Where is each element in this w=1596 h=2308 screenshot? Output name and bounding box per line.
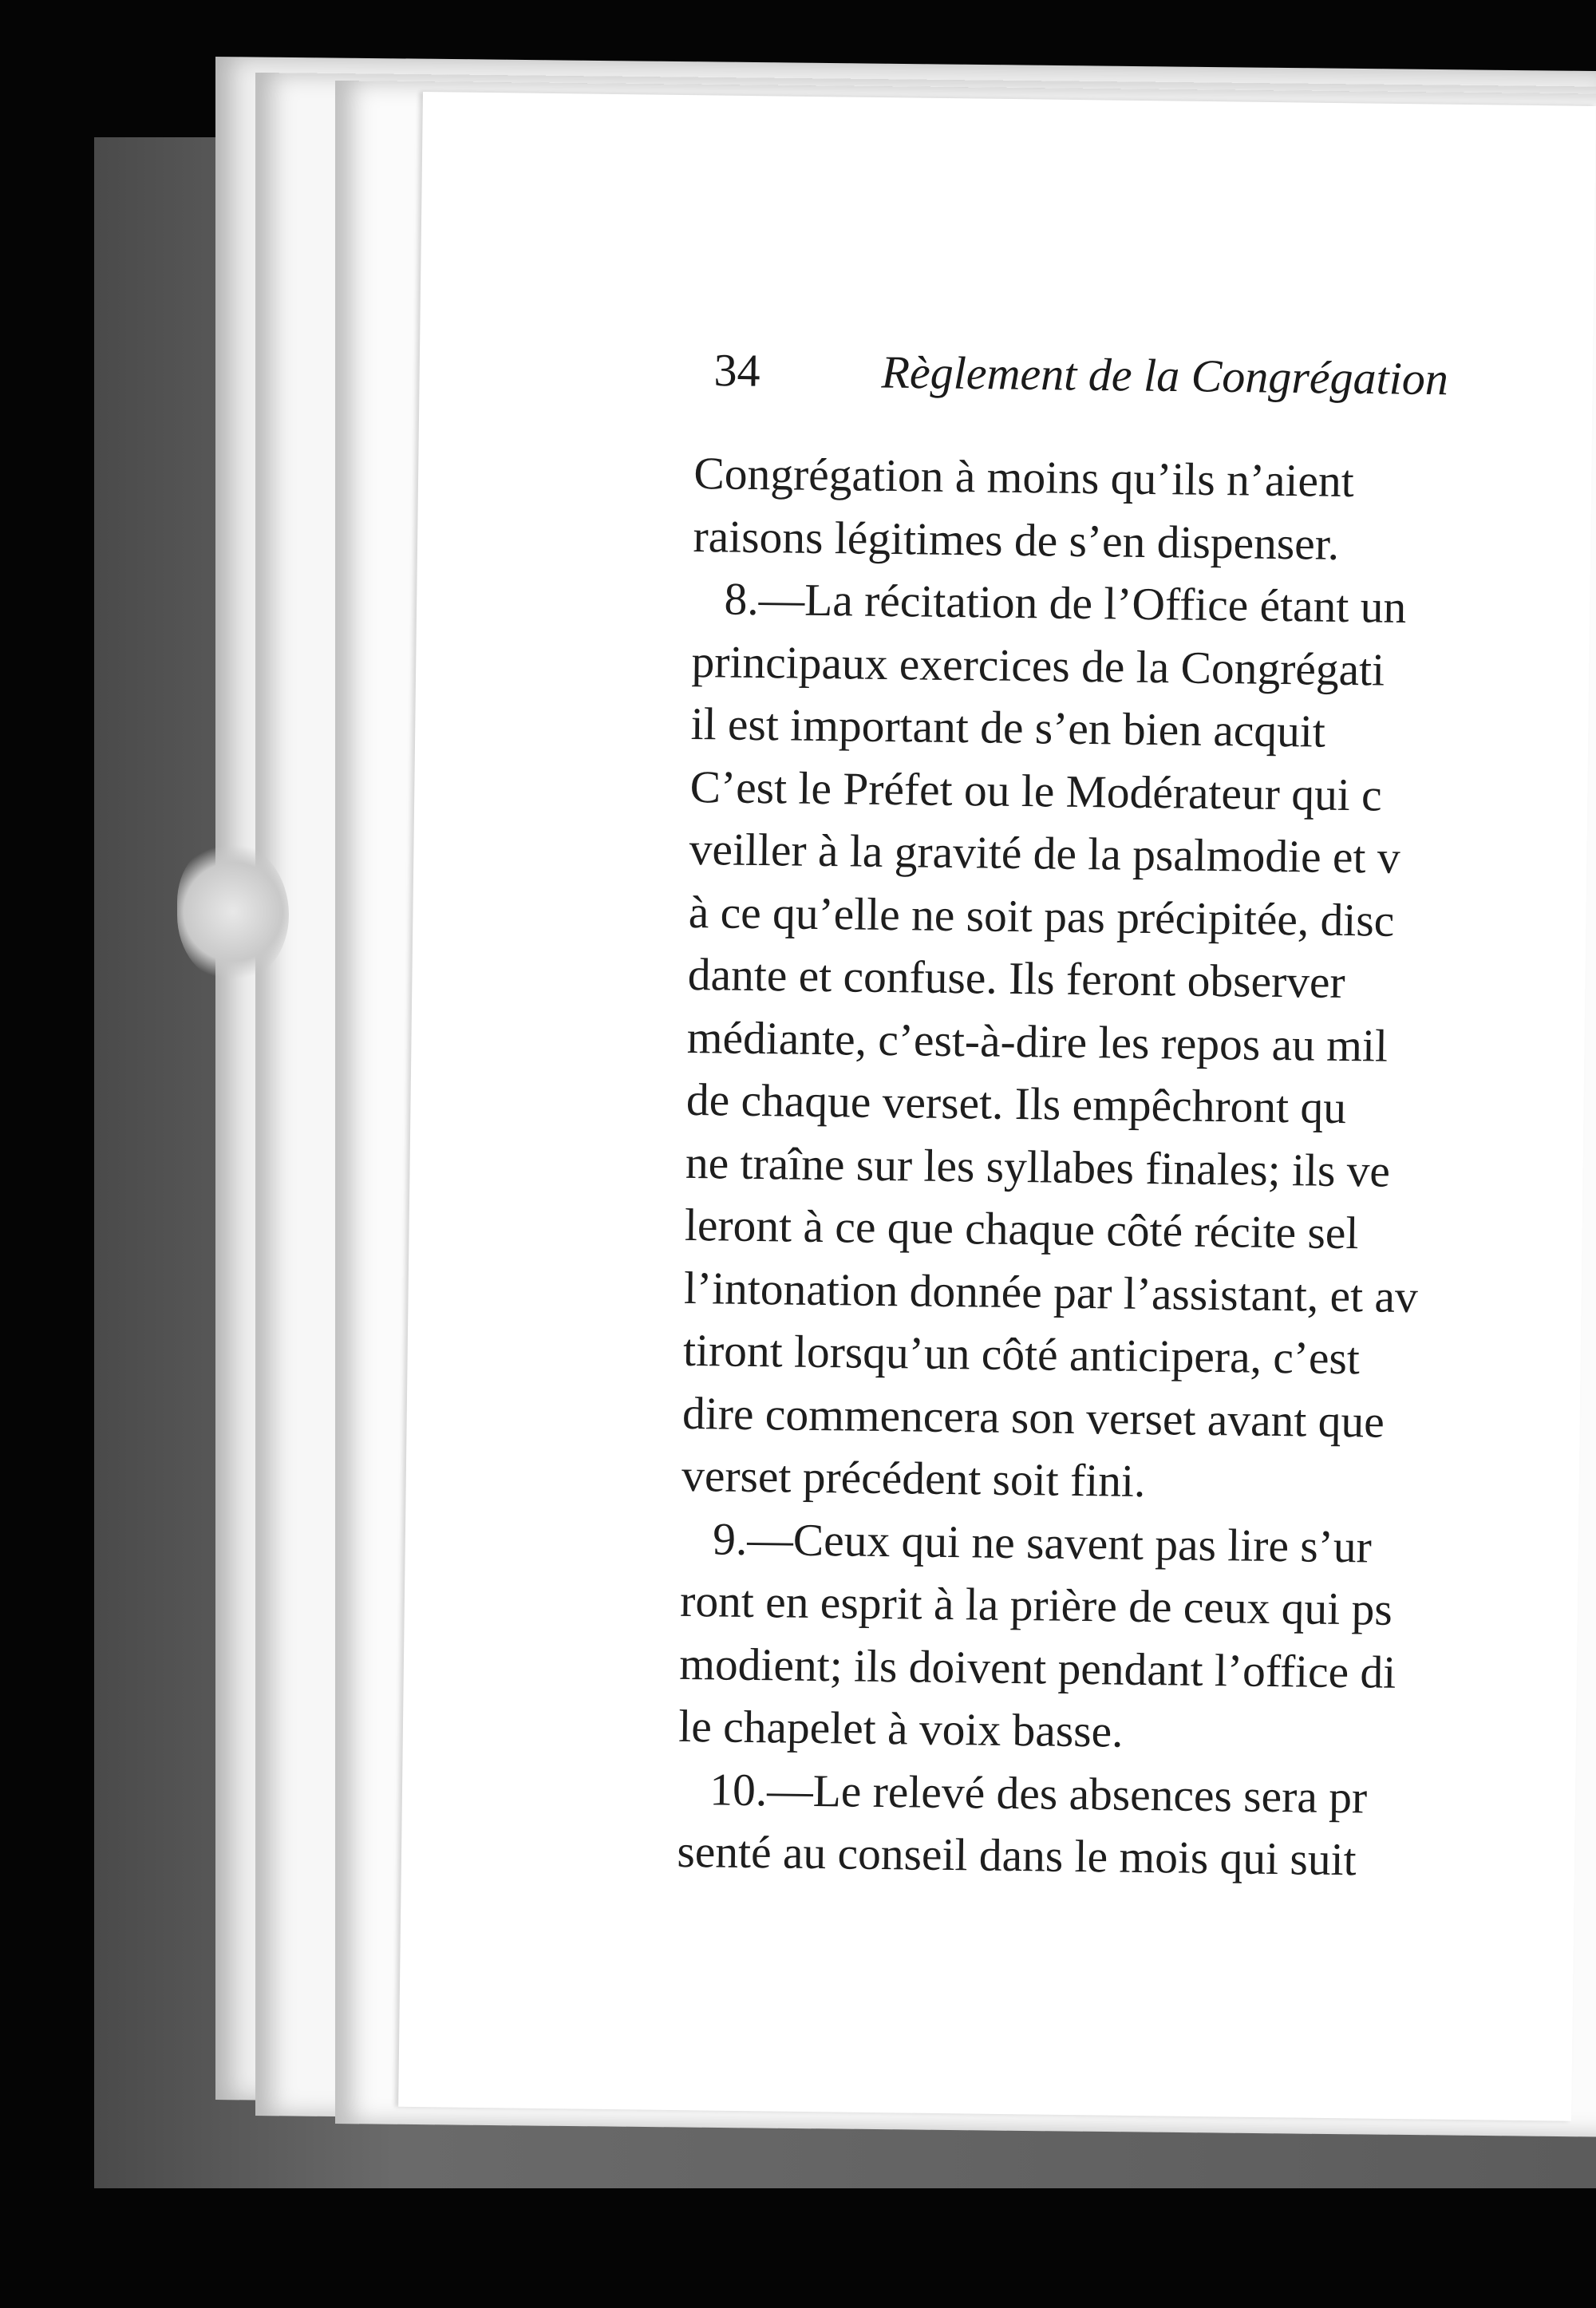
text-line: l’intonation donnée par l’assistant, et av xyxy=(683,1263,1419,1322)
text-line: tiront lorsqu’un côté anticipera, c’est xyxy=(682,1325,1361,1385)
text-line: leront à ce que chaque côté récite sel xyxy=(684,1199,1359,1259)
text-line: dante et confuse. Ils feront observer xyxy=(687,949,1346,1009)
text-line: de chaque verset. Ils empêchront qu xyxy=(685,1074,1347,1134)
running-title: Règlement de la Congrégation xyxy=(881,346,1449,405)
text-line: raisons légitimes de s’en dispenser. xyxy=(693,511,1340,570)
text-line: dire commencera son verset avant que xyxy=(681,1388,1385,1448)
text-line: ne traîne sur les syllabes finales; ils ve xyxy=(685,1137,1391,1197)
text-line: modient; ils doivent pendant l’office di xyxy=(678,1638,1396,1698)
text-line: principaux exercices de la Congrégati xyxy=(691,636,1385,696)
page-number: 34 xyxy=(713,343,760,397)
page-body xyxy=(677,443,1596,1897)
text-line: verset précédent soit fini. xyxy=(681,1450,1146,1508)
text-line: senté au conseil dans le mois qui suit xyxy=(677,1826,1357,1886)
text-line: médiante, c’est-à-dire les repos au mil xyxy=(686,1012,1389,1072)
text-line: ront en esprit à la prière de ceux qui ps xyxy=(679,1575,1393,1635)
text-line: il est important de s’en bien acquit xyxy=(690,698,1326,757)
text-line: le chapelet à voix basse. xyxy=(678,1701,1124,1757)
text-line: Congrégation à moins qu’ils n’aient xyxy=(693,448,1355,508)
page-header xyxy=(713,343,1592,417)
text-line: à ce qu’elle ne soit pas précipitée, disc xyxy=(688,887,1395,947)
text-line: veiller à la gravité de la psalmodie et v xyxy=(689,824,1400,883)
text-line: 10.—Le relevé des absences sera pr xyxy=(709,1764,1368,1823)
text-line: 8.—La récitation de l’Office étant un xyxy=(724,574,1407,633)
text-line: 9.—Ceux qui ne savent pas lire s’ur xyxy=(712,1513,1373,1572)
text-line: C’est le Préfet ou le Modérateur qui c xyxy=(689,761,1383,821)
